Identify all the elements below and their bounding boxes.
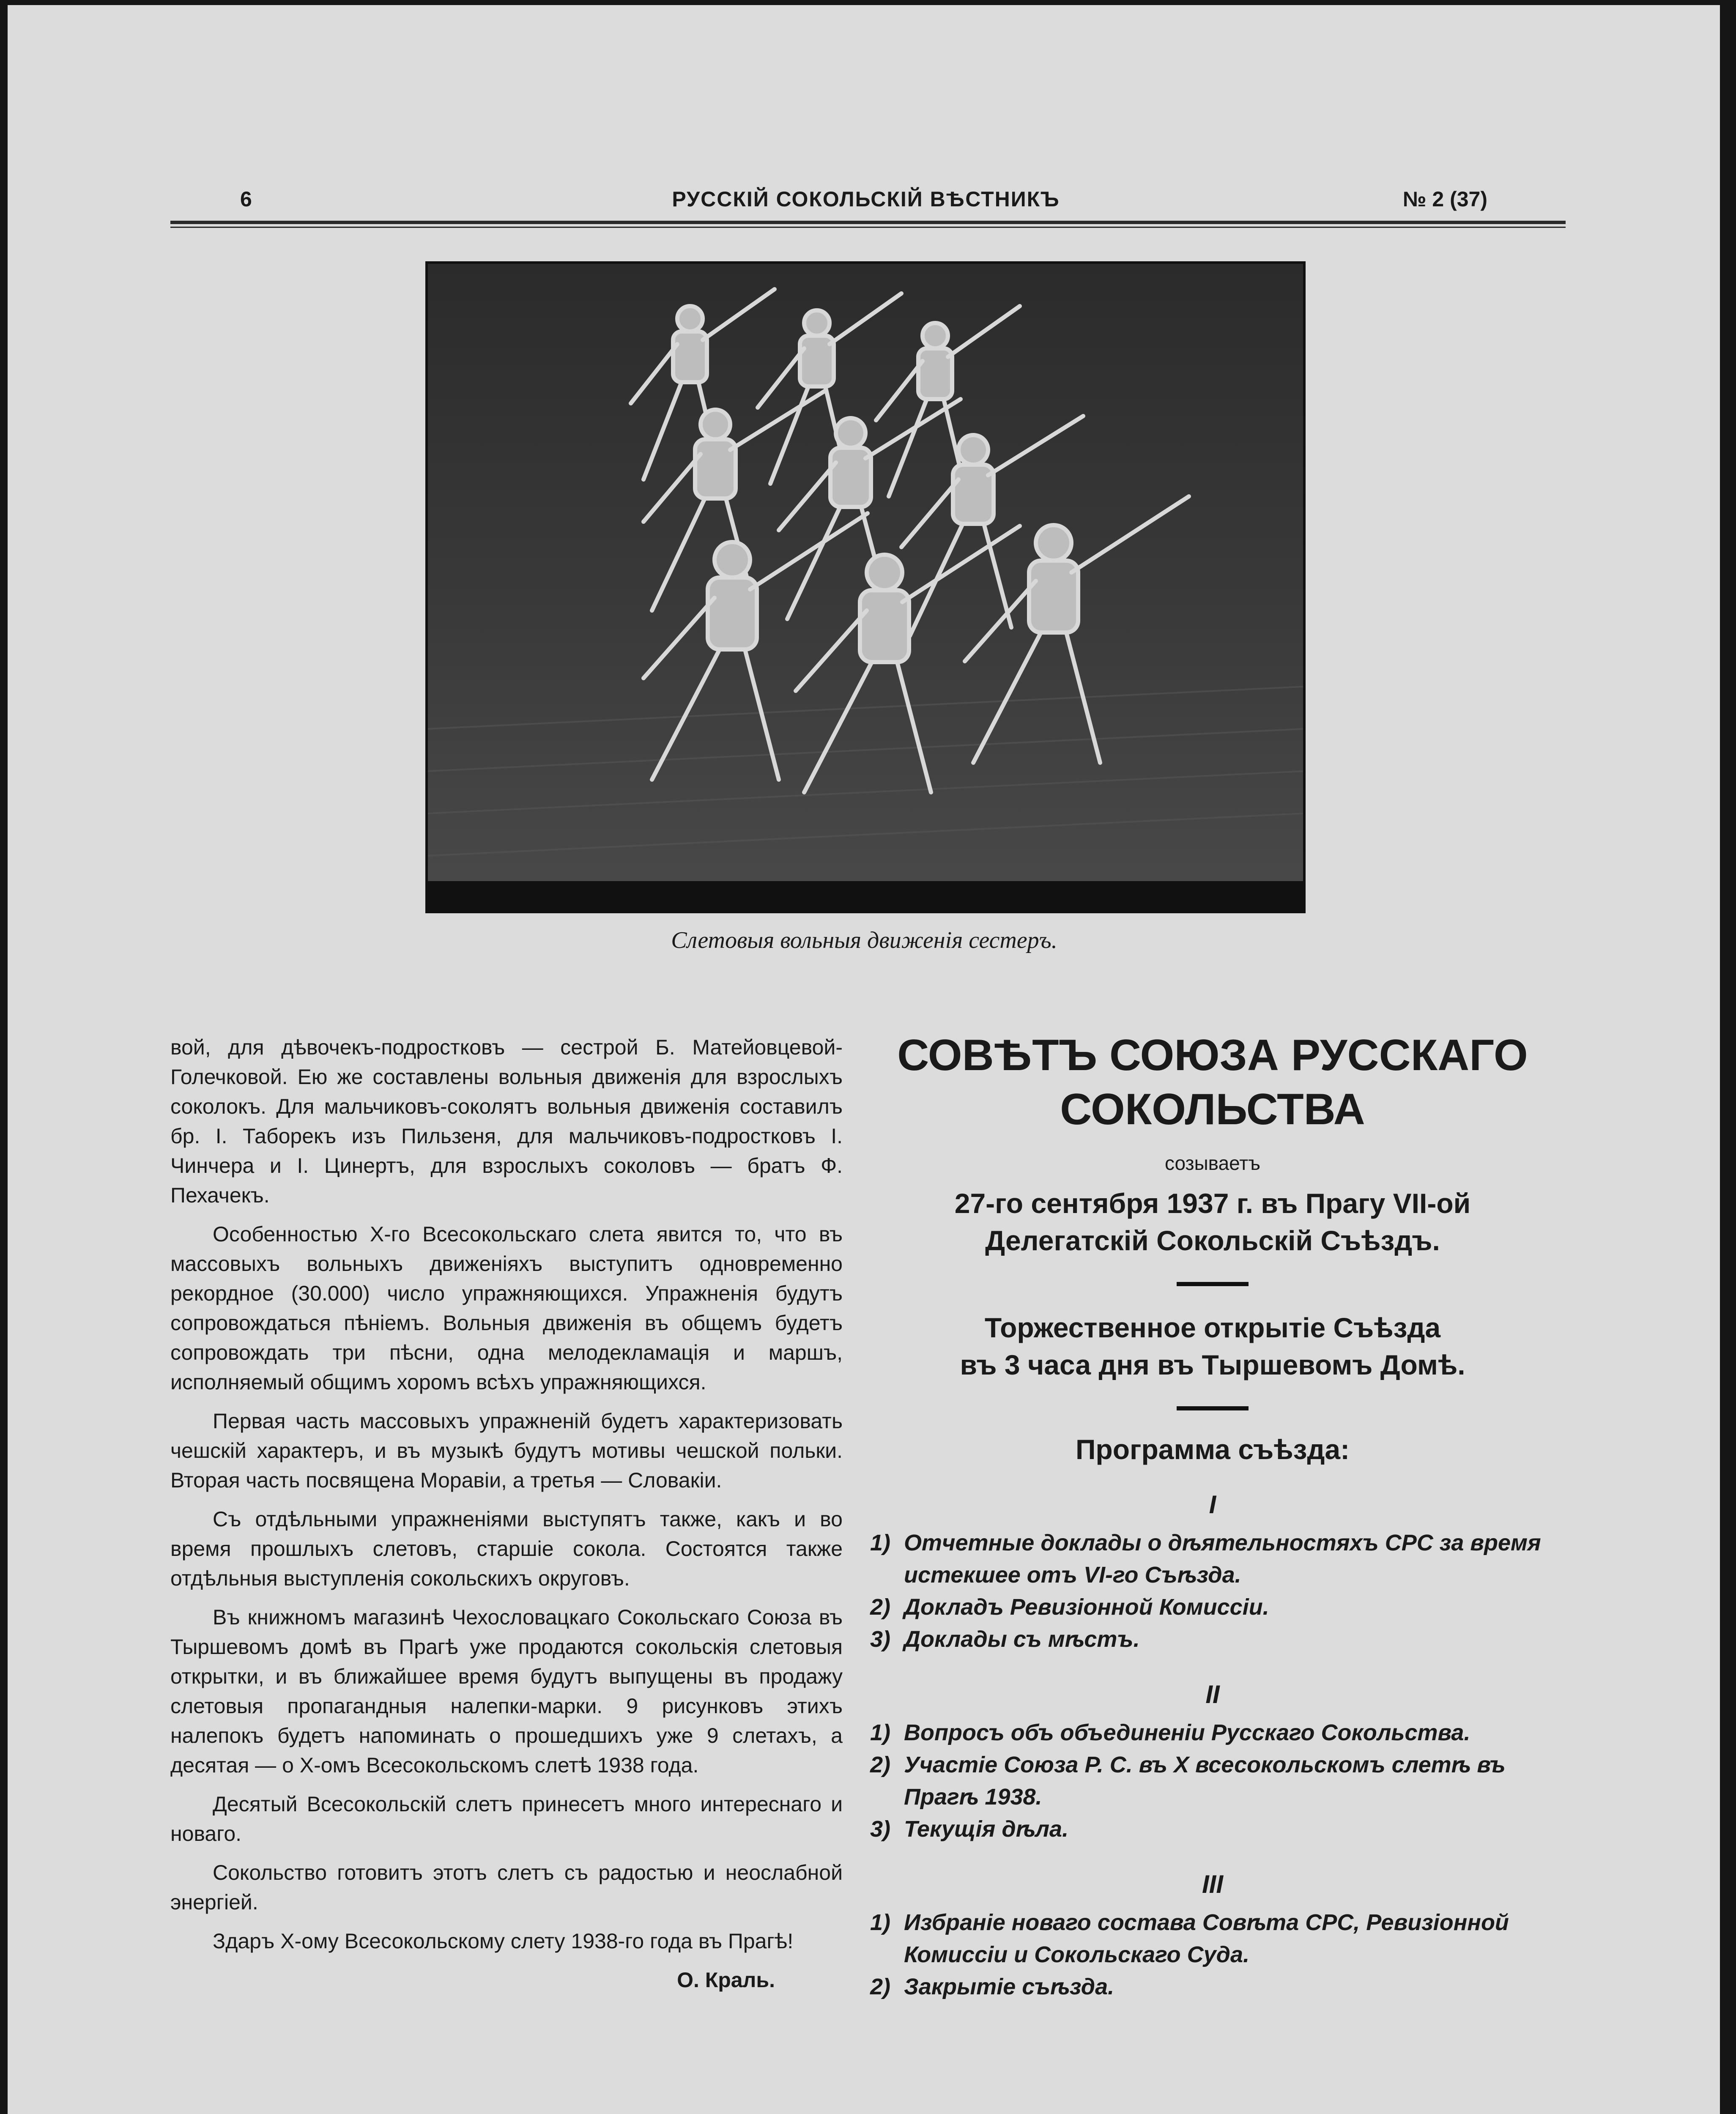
item-number: 2)	[870, 1594, 891, 1620]
divider	[1177, 1406, 1249, 1410]
section-items	[870, 1906, 1555, 2003]
magazine-title: РУССКІЙ СОКОЛЬСКІЙ ВѢСТНИКЪ	[672, 187, 1060, 211]
page-number: 6	[240, 187, 252, 211]
photo-illustration	[428, 264, 1303, 911]
item-number: 1)	[870, 1530, 891, 1555]
photo-caption: Слетовыя вольныя движенія сестеръ.	[671, 927, 1057, 953]
item-number: 3)	[870, 1627, 891, 1652]
item-text: Текущія дѣла.	[904, 1816, 1069, 1842]
program-item	[870, 1906, 1555, 1971]
item-text: Участіе Союза Р. С. въ Х всесокольскомъ слетѣ въ Прагѣ 1938.	[904, 1752, 1506, 1810]
program-item	[870, 1971, 1555, 2003]
program-item	[870, 1749, 1555, 1813]
running-header	[168, 187, 1563, 225]
article-text	[170, 1032, 843, 2004]
item-text: Докладъ Ревизіонной Комиссіи.	[904, 1594, 1269, 1620]
author-signature: О. Краль.	[677, 1968, 775, 1992]
opening-line-1: Торжественное открытіе Съѣзда	[984, 1312, 1441, 1343]
item-text: Вопросъ объ объединеніи Русскаго Сокольства.	[904, 1720, 1470, 1745]
program-item	[870, 1527, 1555, 1591]
item-number: 2)	[870, 1752, 891, 1777]
item-text: Избраніе новаго состава Совѣта СРС, Ревизіонной Комиссіи и Сокольскаго Суда.	[904, 1910, 1509, 1967]
section-items	[870, 1527, 1555, 1655]
paragraph: Въ книжномъ магазинѣ Чехословацкаго Сокольскаго Союза въ Тыршевомъ домѣ въ Прагѣ уже продаются сокольскія слетовыя открытки, и въ ближайшее время будутъ выпущены въ продажу слетовыя пропагандныя налепки-марки. 9 рисунковъ этихъ налепокъ будетъ напоминать о прошедшихъ уже 9 слетахъ, а десятая — о Х-омъ Всесокольскомъ слетѣ 1938 года.	[170, 1605, 843, 1777]
program-item	[870, 1623, 1555, 1655]
program-title: Программа съѣзда:	[1075, 1434, 1350, 1465]
divider	[1177, 1282, 1249, 1286]
gymnasts-photo	[425, 261, 1306, 913]
paragraph: вой, для дѣвочекъ-подростковъ — сестрой Б. Матейовцевой-Голечковой. Ею же составлены вольныя движенія для взрослыхъ соколокъ. Для мальчиковъ-соколятъ вольныя движенія составилъ бр. І. Таборекъ изъ Пильзеня, для мальчиковъ-подростковъ І. Чинчера и І. Цинертъ, для взрослыхъ соколовъ — братъ Ф. Пехачекъ.	[170, 1035, 843, 1207]
announcement-title-line1: СОВѢТЪ СОЮЗА РУССКАГО	[897, 1031, 1528, 1080]
date-line-1: 27-го сентября 1937 г. въ Прагу VII-ой	[954, 1188, 1471, 1219]
date-line-2: Делегатскій Сокольскій Съѣздъ.	[985, 1225, 1440, 1256]
item-number: 1)	[870, 1720, 891, 1745]
magazine-page	[8, 5, 1720, 2114]
program-item	[870, 1717, 1555, 1749]
announcement-title-line2: СОКОЛЬСТВА	[1060, 1085, 1365, 1134]
program-item	[870, 1591, 1555, 1623]
item-number: 1)	[870, 1910, 891, 1935]
section-items	[870, 1717, 1555, 1845]
paragraph: Десятый Всесокольскій слетъ принесетъ много интереснаго и новаго.	[170, 1792, 843, 1846]
header-rule	[170, 221, 1566, 228]
section-numeral: III	[1202, 1870, 1223, 1898]
congress-announcement	[870, 1028, 1555, 2003]
paragraph: Первая часть массовыхъ упражненій будетъ характеризовать чешскій характеръ, и въ музыкѣ будутъ мотивы чешской польки. Вторая часть посвящена Моравіи, а третья — Словакіи.	[170, 1409, 843, 1492]
issue-number: № 2 (37)	[1402, 187, 1487, 211]
item-number: 3)	[870, 1816, 891, 1842]
paragraph: Особенностью Х-го Всесокольскаго слета явится то, что въ массовыхъ вольныхъ движеніяхъ выступитъ одновременно рекордное (30.000) число упражняющихся. Упражненія будутъ сопровождаться пѣніемъ. Вольныя движенія въ общемъ будетъ сопровождать три пѣсни, одна мелодекламація и маршъ, исполняемый общимъ хоромъ всѣхъ упражняющихся.	[170, 1222, 843, 1394]
convenes-text: созываетъ	[1164, 1152, 1261, 1174]
item-number: 2)	[870, 1974, 891, 1999]
item-text: Доклады съ мѣстъ.	[904, 1627, 1140, 1652]
opening-line-2: въ 3 часа дня въ Тыршевомъ Домѣ.	[960, 1349, 1465, 1380]
paragraph: Съ отдѣльными упражненіями выступятъ также, какъ и во время прошлыхъ слетовъ, старшіе сокола. Состоятся также отдѣльныя выступленія сокольскихъ округовъ.	[170, 1507, 843, 1590]
section-numeral: I	[1209, 1490, 1216, 1519]
item-text: Отчетные доклады о дѣятельностяхъ СРС за время истекшее отъ VI-го Съѣзда.	[904, 1530, 1541, 1588]
program-item	[870, 1813, 1555, 1845]
section-numeral: II	[1205, 1680, 1220, 1709]
item-text: Закрытіе съѣзда.	[904, 1974, 1114, 1999]
paragraph: Здаръ Х-ому Всесокольскому слету 1938-го года въ Прагѣ!	[213, 1929, 794, 1953]
paragraph: Сокольство готовитъ этотъ слетъ съ радостью и неослабной энергіей.	[170, 1861, 843, 1914]
